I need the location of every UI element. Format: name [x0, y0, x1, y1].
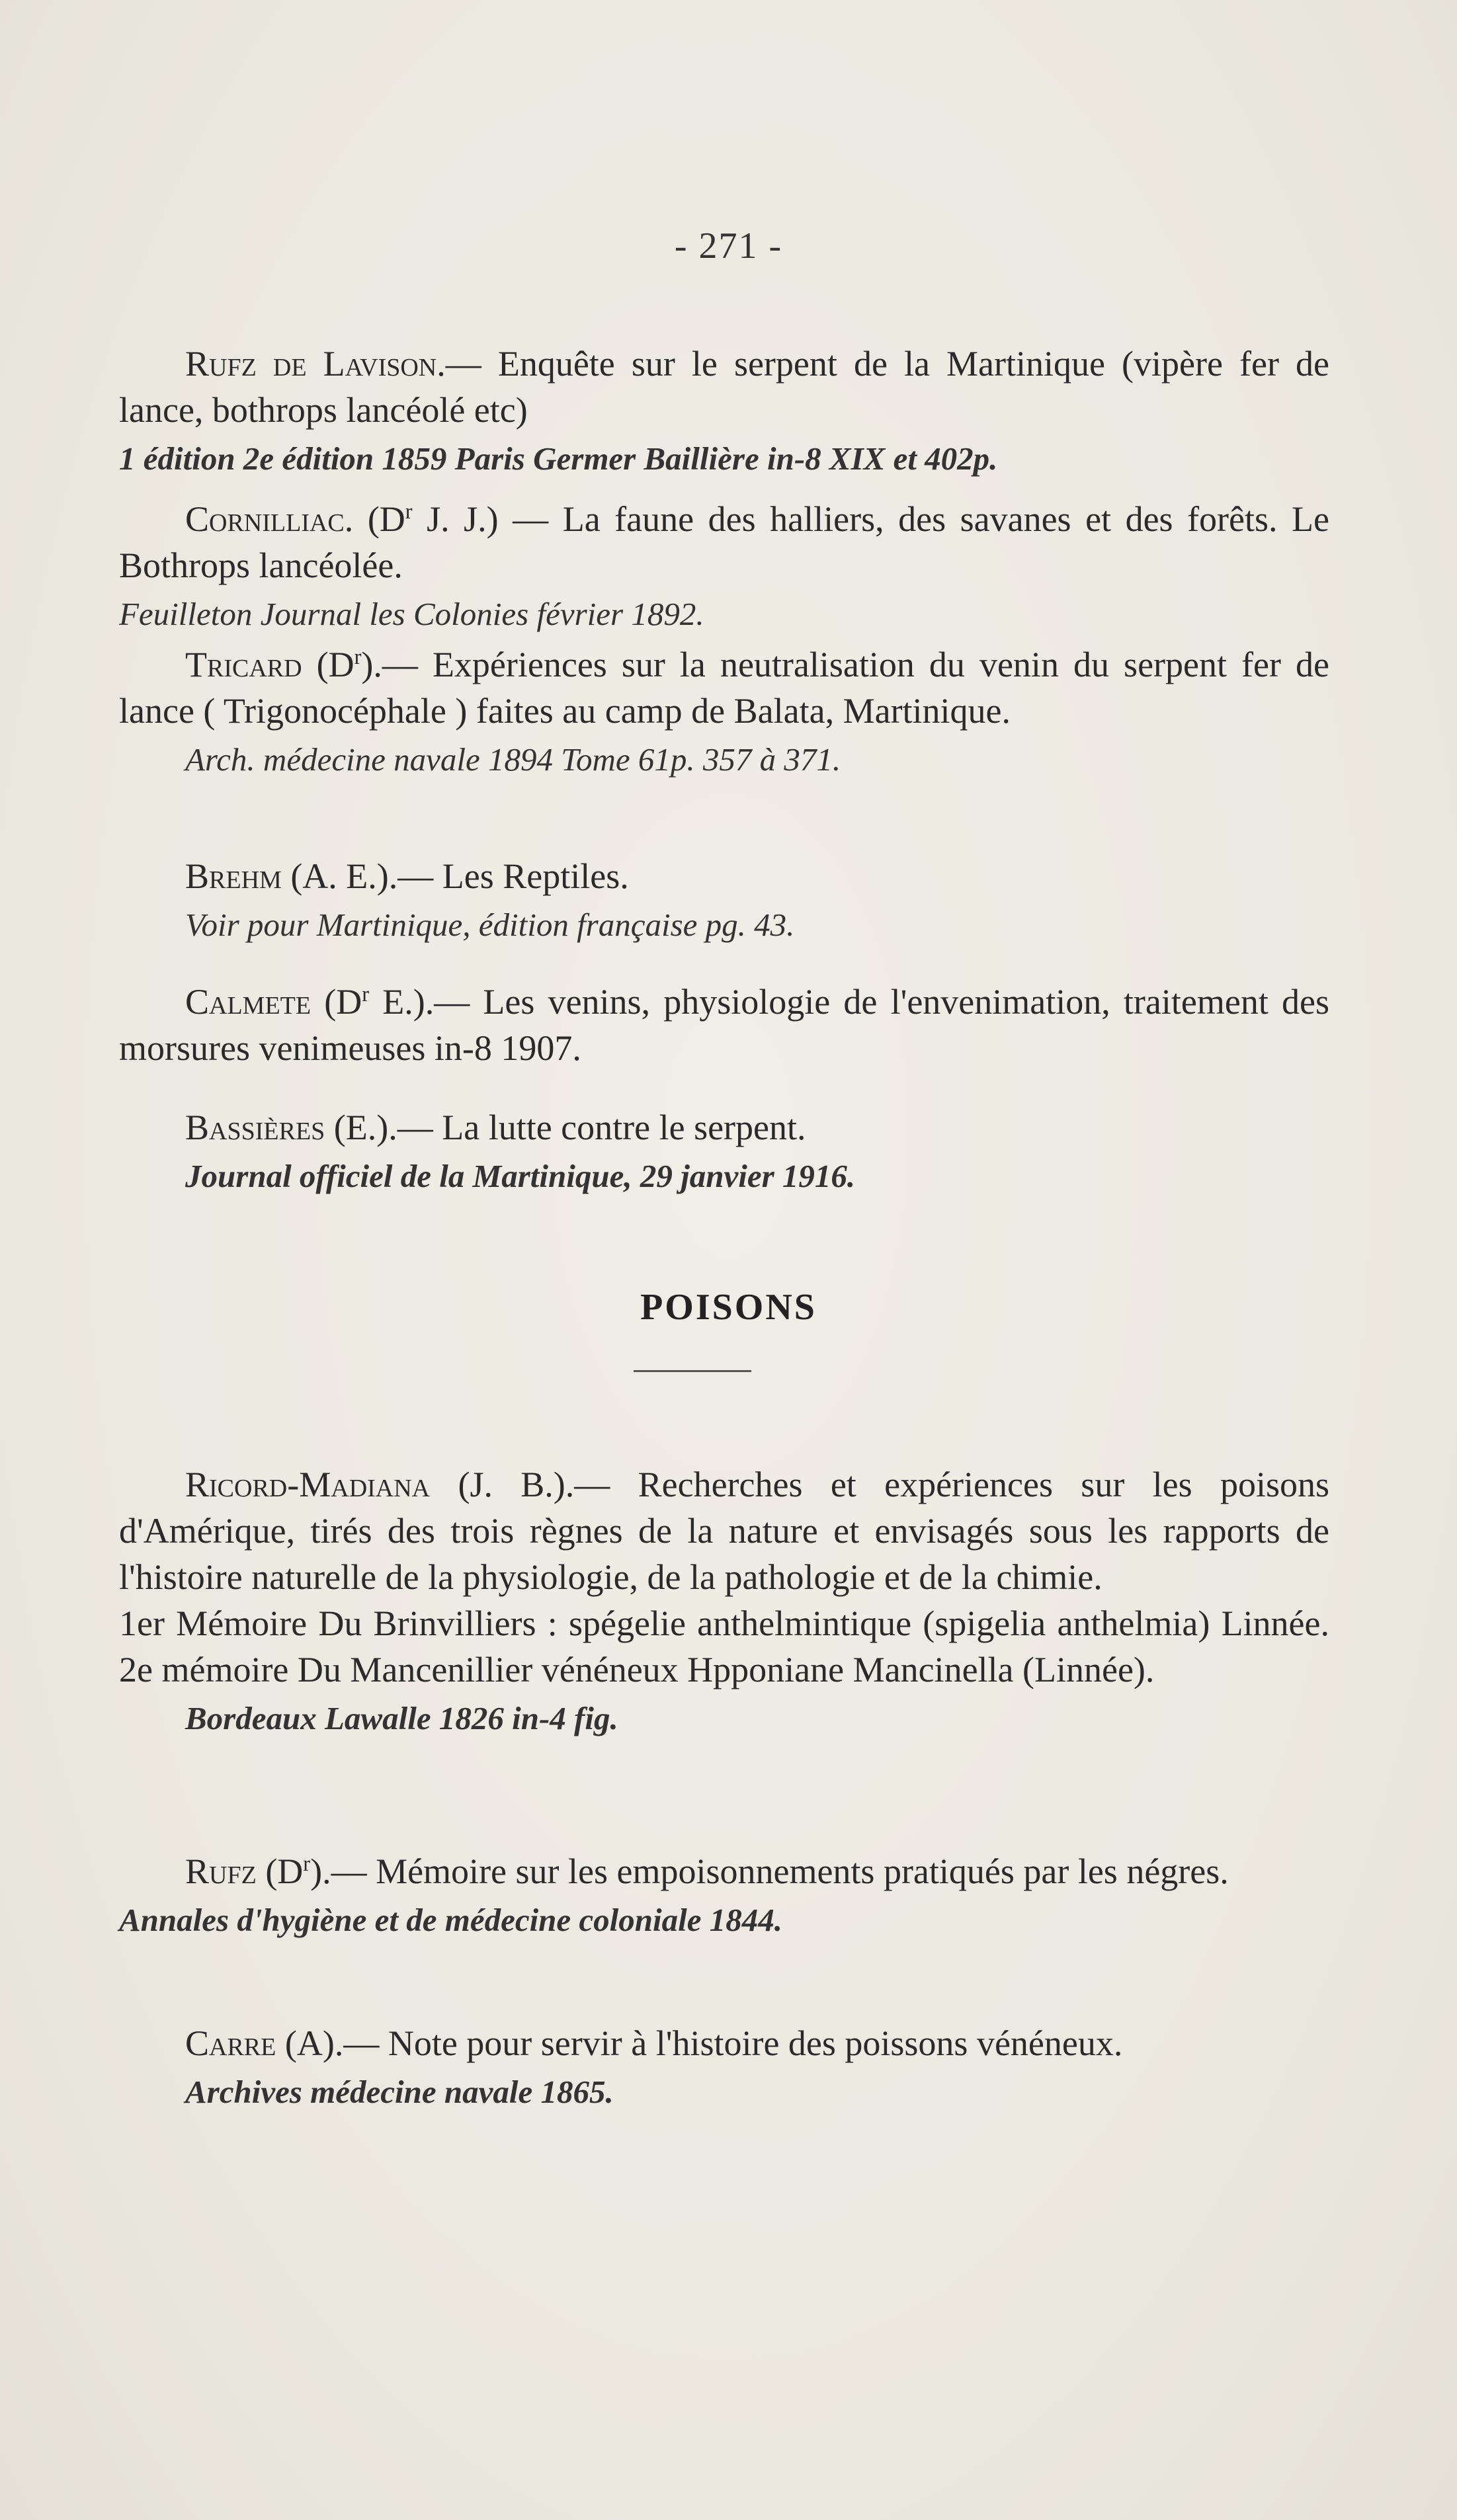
- bibliography-entry: [119, 496, 1329, 637]
- entry-description: (E.).— La lutte contre le serpent.: [325, 1108, 806, 1147]
- entry-title-prefix: (D: [324, 982, 362, 1022]
- entry-text: [119, 2020, 1329, 2066]
- entry-text: [119, 1104, 1329, 1151]
- bibliography-entry: [119, 1848, 1329, 1943]
- bibliography-entry: [119, 979, 1329, 1071]
- entry-reference: 1 édition 2e édition 1859 Paris Germer Baillière in-8 XIX et 402p.: [119, 440, 998, 477]
- entry-description: (J. B.).— Recherches et expériences sur les poisons d'Amérique, tirés des trois règnes de la nature et envisagés sous les rapports de l'histoire naturelle de la physiologie, de la pathologie et de la chimie.: [119, 1465, 1329, 1597]
- entry-text: [119, 641, 1329, 734]
- entry-author: Carre: [185, 2023, 276, 2063]
- entry-text-continued: 1er Mémoire Du Brinvilliers : spégelie anthelmintique (spigelia anthelmia) Linnée. 2e mémoire Du Mancenillier vénéneux Hpponiane Mancinella (Linnée).: [119, 1604, 1329, 1689]
- bibliography-entry: [119, 341, 1329, 482]
- entry-author: Ricord-Madiana: [185, 1465, 431, 1504]
- entry-reference: Archives médecine navale 1865.: [185, 2074, 614, 2110]
- entry-title-prefix: (D: [265, 1851, 304, 1891]
- entry-reference: Annales d'hygiène et de médecine coloniale 1844.: [119, 1902, 783, 1938]
- entry-text: [119, 979, 1329, 1071]
- entry-reference: Arch. médecine navale 1894 Tome 61p. 357 à 371.: [185, 741, 841, 778]
- entry-author: Cornilliac.: [185, 499, 354, 539]
- entry-title-prefix: (D: [316, 645, 354, 684]
- entry-title-prefix: (D: [367, 499, 405, 539]
- entry-text: [119, 341, 1329, 433]
- entry-reference: Journal officiel de la Martinique, 29 janvier 1916.: [185, 1158, 856, 1194]
- entry-author: Tricard: [185, 645, 302, 684]
- entry-reference: Feuilleton Journal les Colonies février 1892.: [119, 596, 704, 632]
- entry-author: Rufz de Lavison.: [185, 344, 446, 384]
- bibliography-entry: [119, 1461, 1329, 1742]
- bibliography-entry: [119, 641, 1329, 783]
- entry-title-sup: r: [362, 983, 370, 1006]
- entry-description: (A. E.).— Les Reptiles.: [281, 856, 629, 896]
- section-heading: POISONS: [640, 1287, 817, 1328]
- bibliography-entry: [119, 853, 1329, 948]
- page-number: - 271 -: [674, 225, 783, 266]
- bibliography-entry: [119, 1104, 1329, 1199]
- entry-reference: Voir pour Martinique, édition française pg. 43.: [185, 907, 795, 943]
- entry-author: Calmete: [185, 982, 312, 1022]
- entry-author: Rufz: [185, 1851, 257, 1891]
- entry-description: E.).— Les venins, physiologie de l'envenimation, traitement des morsures venimeuses in-8 1907.: [119, 982, 1329, 1068]
- bibliography-entry: [119, 2020, 1329, 2115]
- entry-description: ).— Mémoire sur les empoisonnements pratiqués par les négres.: [310, 1851, 1229, 1891]
- entry-description: ).— Expériences sur la neutralisation du venin du serpent fer de lance ( Trigonocéphale ) faites au camp de Balata, Martinique.: [119, 645, 1330, 731]
- entry-title-sup: r: [405, 500, 413, 524]
- entry-description: — Enquête sur le serpent de la Martinique (vipère fer de lance, bothrops lancéolé etc): [119, 344, 1330, 430]
- entry-description: (A).— Note pour servir à l'histoire des poissons vénéneux.: [276, 2023, 1123, 2063]
- entry-text: [119, 496, 1329, 589]
- entry-text: [119, 1848, 1329, 1894]
- entry-text: [119, 1461, 1329, 1600]
- entry-author: Bassières: [185, 1108, 325, 1147]
- entry-title-sup: r: [303, 1852, 311, 1876]
- entry-author: Brehm: [185, 856, 282, 896]
- entry-description: J. J.) — La faune des halliers, des savanes et des forêts. Le Bothrops lancéolée.: [119, 499, 1330, 585]
- entry-text: [119, 853, 1329, 899]
- entry-reference: Bordeaux Lawalle 1826 in-4 fig.: [185, 1700, 618, 1736]
- entry-title-sup: r: [354, 645, 362, 669]
- section-divider: [634, 1370, 751, 1372]
